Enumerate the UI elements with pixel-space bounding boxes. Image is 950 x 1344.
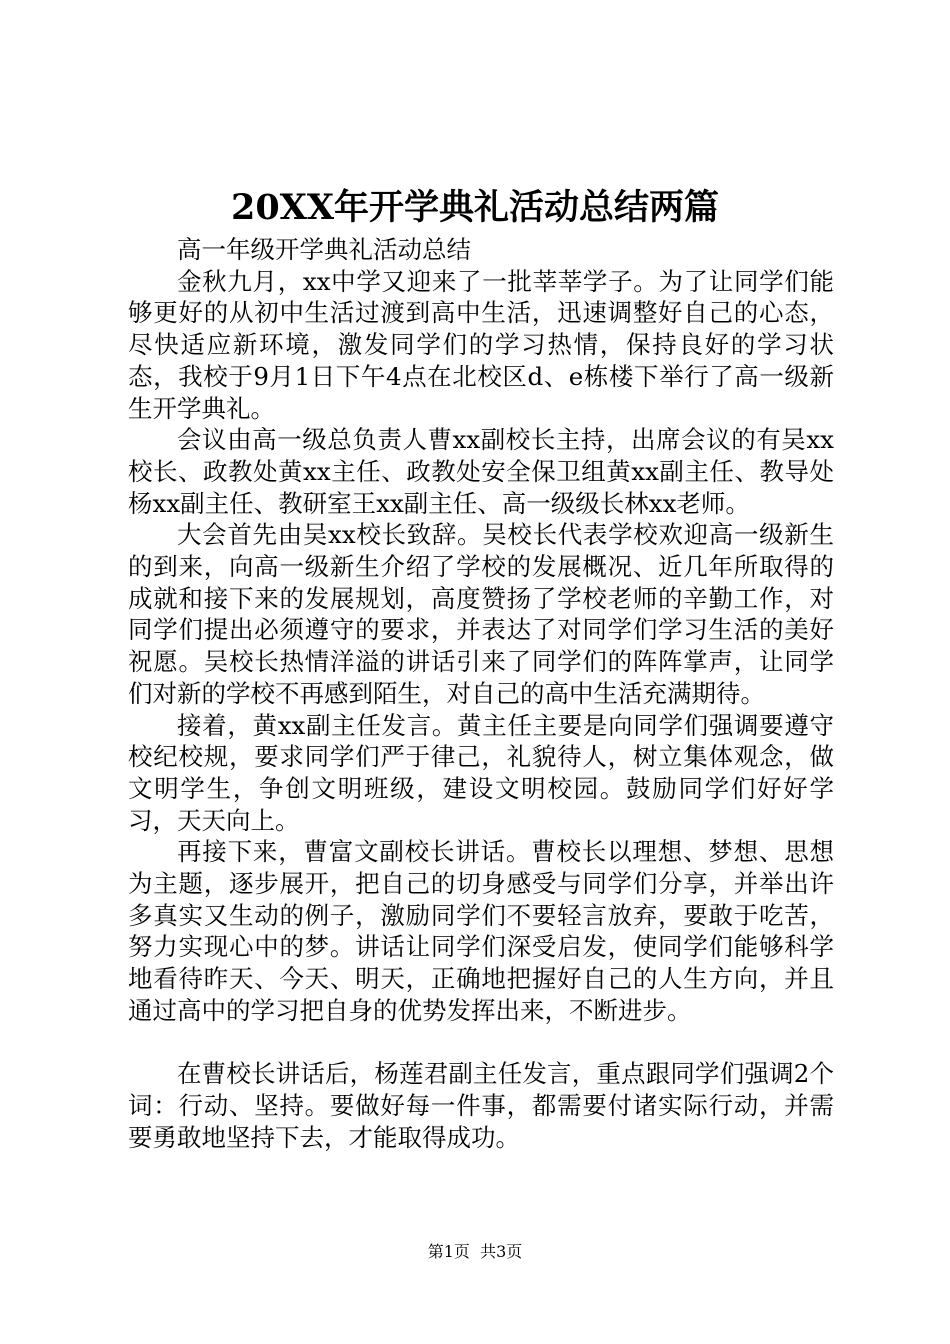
paragraph-principal-speech: 大会首先由吴xx校长致辞。吴校长代表学校欢迎高一级新生的到来，向高一级新生介绍了学校的发展概况、近几年所取得的成就和接下来的发展规划，高度赞扬了学校老师的辛勤工作，对同学们提出必须遵守的要求，并表达了对同学们学习生活的美好祝愿。吴校长热情洋溢的讲话引来了同学们的阵阵掌声，让同学们对新的学校不再感到陌生，对自己的高中生活充满期待。 (128, 520, 834, 708)
section-heading: 高一年级开学典礼活动总结 (177, 235, 471, 264)
paragraph-vice-principal-speech: 再接下来，曹富文副校长讲话。曹校长以理想、梦想、思想为主题，逐步展开，把自己的切身感受与同学们分享，并举出许多真实又生动的例子，激励同学们不要轻言放弃，要敢于吃苦，努力实现心中的梦。讲话让同学们深受启发，使同学们能够科学地看待昨天、今天、明天，正确地把握好自己的人生方向，并且通过高中的学习把自身的优势发挥出来，不断进步。 (128, 837, 834, 1025)
paragraph-attendees: 会议由高一级总负责人曹xx副校长主持，出席会议的有吴xx校长、政教处黄xx主任、政教处安全保卫组黄xx副主任、教导处杨xx副主任、教研室王xx副主任、高一级级长林xx老师。 (128, 425, 834, 518)
document-title: 20XX年开学典礼活动总结两篇 (230, 187, 720, 228)
page-footer: 第1页 共3页 (427, 1242, 523, 1261)
paragraph-deputy-director-speech: 在曹校长讲话后，杨莲君副主任发言，重点跟同学们强调2个词：行动、坚持。要做好每一件事，都需要付诸实际行动，并需要勇敢地坚持下去，才能取得成功。 (128, 1059, 834, 1152)
paragraph-director-speech: 接着，黄xx副主任发言。黄主任主要是向同学们强调要遵守校纪校规，要求同学们严于律己，礼貌待人，树立集体观念，做文明学生，争创文明班级，建设文明校园。鼓励同学们好好学习，天天向上。 (128, 710, 834, 835)
document-body (128, 234, 834, 1153)
paragraph-intro: 金秋九月，xx中学又迎来了一批莘莘学子。为了让同学们能够更好的从初中生活过渡到高中生活，迅速调整好自己的心态，尽快适应新环境，激发同学们的学习热情，保持良好的学习状态，我校于9月1日下午4点在北校区d、e栋楼下举行了高一级新生开学典礼。 (128, 266, 834, 423)
